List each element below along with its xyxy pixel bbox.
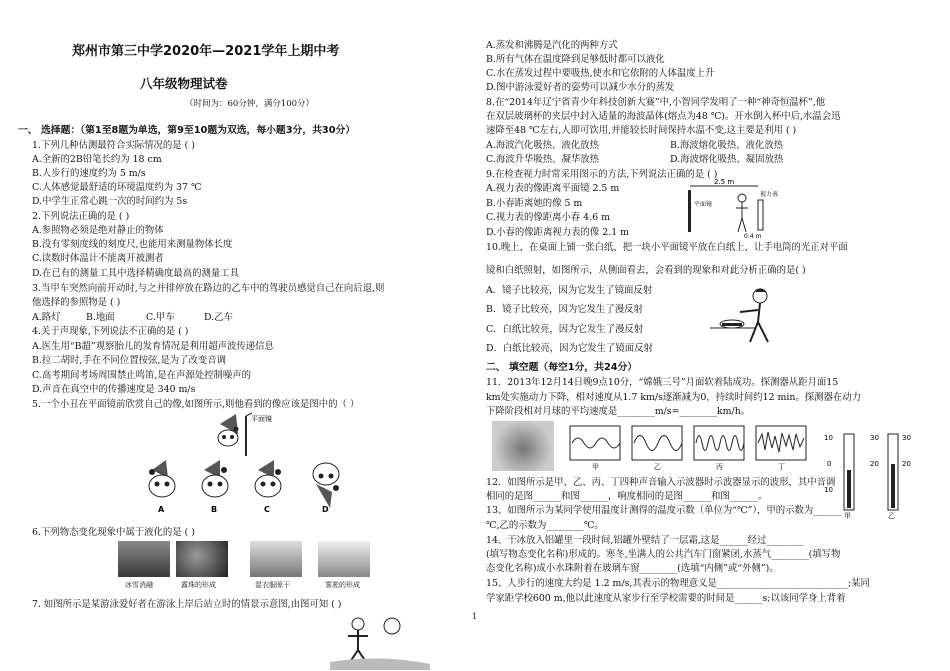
svg-text:10: 10	[824, 434, 833, 442]
q1-option-b: B.人步行的速度约为 5 m/s	[32, 168, 146, 179]
clown-object-icon	[218, 414, 239, 446]
q7-option-a: A.蒸发和沸腾是汽化的两种方式	[486, 40, 618, 51]
page-number: 1	[472, 612, 478, 621]
q13-line1: 13、如图所示为某同学使用温度计测得的温度示数（单位为“℃”），甲的示数为______	[486, 505, 842, 516]
q5-stem: 5.一个小丑在平面镜前欣赏自己的像,如图所示,则他看到的像应该是图中的（ ）	[32, 399, 360, 410]
waveform-bing	[694, 426, 744, 460]
lander-photo	[492, 421, 554, 471]
option-d-letter: D	[322, 505, 329, 514]
waveform-ding	[756, 426, 806, 460]
q3-option-c: C.甲车	[146, 312, 175, 323]
q4-option-d: D.声音在真空中的传播速度是 340 m/s	[32, 384, 196, 395]
svg-text:20: 20	[902, 460, 911, 468]
q15-line2: 学家距学校600 m,他以此速度从家步行至学校需要的时间是______s;以该同学身上背着	[486, 593, 846, 604]
flashlight-figure	[710, 286, 790, 350]
photo-caption-1: 冰雪消融	[125, 581, 153, 589]
q2-option-a: A.参照物必须是绝对静止的物体	[32, 225, 164, 236]
q9-stem: 9.在检查视力时常采用图示的方法,下列说法正确的是 ( )	[486, 169, 718, 180]
q8-stem-line1: 8.在“2014年辽宁省青少年科技创新大赛”中,小智同学发明了一种“神奇恒温杯”,他	[486, 97, 826, 108]
q12-line2: 相同的是图______和图______，响度相同的是图______和图______。	[486, 491, 768, 502]
school-title: 郑州市第三中学2020年—2021学年上期中考	[72, 44, 340, 59]
drying-clothes-photo	[250, 541, 302, 577]
eye-test-figure	[684, 178, 784, 240]
option-c-letter: C	[264, 505, 270, 514]
q2-stem: 2.下列说法正确的是 ( )	[32, 211, 130, 222]
waveform-figure	[568, 424, 808, 470]
thermo-label-yi: 乙	[888, 512, 895, 520]
q9-option-c: C.视力表的像距离小春 4.6 m	[486, 212, 610, 223]
q1-option-c: C.人体感觉最舒适的环境温度约为 37 ℃	[32, 182, 202, 193]
q15-line1: 15、人步行的速度大约是 1.2 m/s,其表示的物理意义是____________________________;某同	[486, 578, 870, 589]
q11-line3: 下降阶段相对月球的平均速度是________m/s=________km/h。	[486, 406, 751, 417]
q4-option-c: C.高考期间考场周围禁止鸣笛,是在声源处控制噪声的	[32, 370, 252, 381]
q4-stem: 4.关于声现象,下列说法不正确的是 ( )	[32, 326, 189, 337]
q1-option-d: D.中学生正常心跳一次的时间约为 5s	[32, 196, 188, 207]
q2-option-c: C.读数时体温计不能离开被测者	[32, 253, 164, 264]
q9-mirror-label: 平面镜	[694, 201, 713, 208]
q1-option-a: A.全新的2B铅笔长约为 18 cm	[32, 154, 162, 165]
q14-line2: (填写物态变化名称)形成的。寒冬,坐满人的公共汽车门窗紧闭,水蒸气________(填写物	[486, 549, 841, 560]
option-c-clown-icon	[255, 460, 281, 497]
dewdrop-photo	[176, 541, 228, 577]
q8-option-a: A.海波汽化吸热、液化放热	[486, 140, 599, 151]
distance-label: 2.5 m	[714, 178, 735, 186]
q7-option-c: C.水在蒸发过程中要吸热,使水和它依附的人体温度上升	[486, 68, 715, 79]
svg-text:30: 30	[870, 434, 879, 442]
q3-stem-line1: 3.当甲车突然向前开动时,与之并排停放在路边的乙车中的驾驶员感觉自己在向后退,则	[32, 283, 385, 294]
q11-line1: 11．2013年12月14日晚9点10分，“嫦娥三号”月面软着陆成功。探测器从距月面15	[486, 377, 839, 388]
q2-option-b: B.没有零刻度线的刻度尺,也能用来测量物体长度	[32, 239, 233, 250]
q8-stem-line3: 速降至48 ℃左右,人即可饮用,并能较长时间保持水温不变,这主要是利用 ( )	[486, 125, 797, 136]
q11-line2: km处实施动力下降，相对速度从1.7 km/s逐渐减为0，持续时间约12 min。探测器在动力	[486, 392, 862, 403]
q8-option-c: C.海波升华吸热、凝华放热	[486, 154, 599, 165]
q9-option-a: A.视力表的像距离平面镜 2.5 m	[486, 183, 620, 194]
photo-caption-2: 露珠的形成	[181, 581, 216, 589]
thermometer-yi	[870, 434, 911, 520]
section1-title: 一、 选择题：（第1至8题为单选，第9至10题为双选，每小题3分，共30分）	[18, 125, 356, 136]
q12-line1: 12．如图所示是甲、乙、丙、丁四种声音输入示波器时示波器显示的波形，其中音调	[486, 477, 836, 488]
q5-mirror-label: 平面镜	[251, 415, 272, 423]
exam-meta: （时间为：60分钟，满分100分）	[185, 99, 315, 109]
waveform-yi	[632, 426, 682, 460]
photo-caption-4: 雾凇的形成	[325, 581, 360, 589]
q3-stem-line2: 他选择的参照物是 ( )	[32, 297, 121, 308]
photo-caption-3: 湿衣服晾干	[255, 581, 290, 589]
q6-stem: 6.下列物态变化现象中属于液化的是 ( )	[32, 527, 195, 538]
q9-option-d: D.小春的像距离视力表的像 2.1 m	[486, 227, 630, 238]
q9-option-b: B.小春距离她的像 5 m	[486, 198, 583, 209]
svg-text:0: 0	[827, 460, 832, 468]
q10-option-b: B．镜子比较亮，因为它发生了漫反射	[486, 304, 643, 315]
q10-option-c: C．白纸比较亮，因为它发生了漫反射	[486, 324, 644, 335]
wave-label-jia: 甲	[592, 463, 599, 470]
clown-mirror-figure	[140, 412, 370, 522]
q13-line2: ℃,乙的示数为________℃。	[486, 520, 604, 531]
rime-photo	[318, 541, 370, 577]
paper-title: 八年级物理试卷	[140, 76, 228, 91]
q8-option-b: B.海波熔化吸热、液化放热	[670, 140, 783, 151]
q4-option-a: A.医生用“B超”观察胎儿的发育情况是利用超声波传递信息	[32, 341, 274, 352]
wave-label-yi: 乙	[654, 463, 661, 470]
q14-line1: 14、干冰放入铝罐里一段时间,铝罐外壁结了一层霜,这是______经过________	[486, 535, 804, 546]
q3-option-d: D.乙车	[204, 312, 233, 323]
q3-option-b: B.地面	[86, 312, 115, 323]
svg-text:30: 30	[902, 434, 911, 442]
q10-stem-line1: 10.晚上，在桌面上铺一张白纸，把一块小平面镜平放在白纸上，让手电筒的光正对平面	[486, 242, 848, 253]
q3-option-a: A.路灯	[32, 312, 61, 323]
option-a-clown-icon	[149, 460, 175, 497]
ice-melting-photo	[118, 541, 170, 577]
svg-text:10: 10	[824, 486, 833, 494]
q8-option-d: D.海波熔化吸热、凝固放热	[670, 154, 784, 165]
option-a-letter: A	[158, 505, 165, 514]
q9-chart-distance: 0.4 m	[744, 233, 762, 240]
q9-chart-label: 视力表	[760, 191, 779, 198]
q8-stem-line2: 在双层玻璃杯的夹层中封入适量的海波晶体(熔点为48 ℃)。开水倒入杯中后,水温会迅	[486, 111, 841, 122]
wave-label-bing: 丙	[716, 463, 723, 470]
q10-option-d: D．白纸比较亮，因为它发生了镜面反射	[486, 343, 653, 354]
q2-option-d: D.在已有的测量工具中选择精确度最高的测量工具	[32, 268, 240, 279]
q14-line3: 态变化名称)成小水珠附着在玻璃车窗________(选填“内侧”或“外侧”)。	[486, 563, 779, 574]
wave-label-ding: 丁	[778, 463, 785, 470]
option-b-clown-icon	[202, 460, 228, 497]
waveform-jia	[570, 426, 620, 460]
q7-option-b: B.所有气体在温度降到足够低时都可以液化	[486, 54, 665, 65]
q1-stem: 1.下列几种估测最符合实际情况的是 ( )	[32, 140, 195, 151]
swimmer-figure	[330, 612, 430, 670]
q10-option-a: A．镜子比较亮，因为它发生了镜面反射	[486, 285, 653, 296]
q7-option-d: D.图中游泳爱好者的姿势可以减少水分的蒸发	[486, 82, 675, 93]
q7-stem: 7. 如图所示是某游泳爱好者在游泳上岸后站立时的情景示意图,由图可知 ( )	[32, 599, 342, 610]
svg-text:20: 20	[870, 460, 879, 468]
q4-option-b: B.拉二胡时,手在不同位置按弦,是为了改变音调	[32, 355, 226, 366]
thermo-label-jia: 甲	[844, 512, 851, 520]
section2-title: 二、 填空题（每空1分，共24分）	[486, 362, 638, 373]
q10-stem-line2: 镜和白纸照射，如图所示，从侧面看去，会看到的现象和对此分析正确的是( )	[486, 265, 806, 276]
option-d-clown-icon	[313, 463, 339, 508]
option-b-letter: B	[211, 505, 218, 514]
